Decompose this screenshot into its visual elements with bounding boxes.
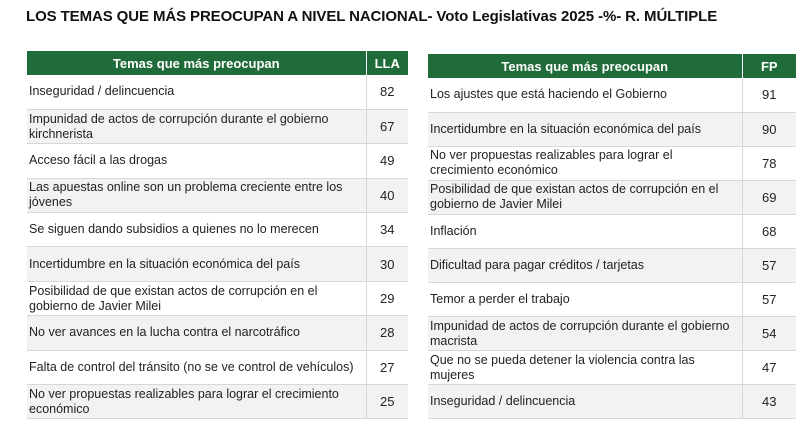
fp-row-value: 90 [742, 112, 796, 146]
fp-row-label: No ver propuestas realizables para lograr el crecimiento económico [428, 146, 742, 180]
lla-table-row [27, 144, 408, 178]
lla-row-label: Falta de control del tránsito (no se ve control de vehículos) [27, 350, 366, 384]
fp-header-topic: Temas que más preocupan [428, 54, 742, 78]
lla-row-label: No ver propuestas realizables para lograr el crecimiento económico [27, 385, 366, 419]
lla-table-row [27, 247, 408, 281]
fp-row-label: Inflación [428, 214, 742, 248]
lla-row-value: 34 [366, 213, 408, 247]
fp-row-value: 47 [742, 351, 796, 385]
fp-row-value: 69 [742, 180, 796, 214]
lla-row-label: Impunidad de actos de corrupción durante el gobierno kirchnerista [27, 109, 366, 143]
fp-row-label: Los ajustes que está haciendo el Gobierno [428, 78, 742, 112]
lla-row-label: Incertidumbre en la situación económica del país [27, 247, 366, 281]
lla-table-row [27, 213, 408, 247]
lla-row-value: 82 [366, 75, 408, 109]
fp-table-row [428, 146, 796, 180]
lla-table-row [27, 385, 408, 419]
fp-table-row [428, 351, 796, 385]
fp-row-label: Que no se pueda detener la violencia contra las mujeres [428, 351, 742, 385]
fp-row-value: 54 [742, 317, 796, 351]
fp-header-series: FP [742, 54, 796, 78]
lla-table-row [27, 75, 408, 109]
lla-header-series: LLA [366, 51, 408, 75]
fp-row-value: 68 [742, 214, 796, 248]
fp-row-value: 57 [742, 283, 796, 317]
fp-row-label: Inseguridad / delincuencia [428, 385, 742, 419]
lla-row-value: 49 [366, 144, 408, 178]
fp-row-value: 78 [742, 146, 796, 180]
lla-row-value: 28 [366, 316, 408, 350]
lla-row-label: Posibilidad de que existan actos de corrupción en el gobierno de Javier Milei [27, 281, 366, 315]
lla-table [27, 51, 408, 419]
fp-row-label: Posibilidad de que existan actos de corrupción en el gobierno de Javier Milei [428, 180, 742, 214]
fp-table-row [428, 180, 796, 214]
lla-header-topic: Temas que más preocupan [27, 51, 366, 75]
fp-row-label: Temor a perder el trabajo [428, 283, 742, 317]
fp-row-label: Incertidumbre en la situación económica del país [428, 112, 742, 146]
fp-table-row [428, 283, 796, 317]
lla-row-label: Acceso fácil a las drogas [27, 144, 366, 178]
fp-table-row [428, 248, 796, 282]
fp-row-label: Dificultad para pagar créditos / tarjetas [428, 248, 742, 282]
lla-table-row [27, 316, 408, 350]
lla-row-value: 29 [366, 281, 408, 315]
lla-table-row [27, 178, 408, 212]
fp-row-value: 57 [742, 248, 796, 282]
fp-table [428, 54, 796, 419]
lla-table-row [27, 281, 408, 315]
fp-table-row [428, 78, 796, 112]
chart-title: LOS TEMAS QUE MÁS PREOCUPAN A NIVEL NACIONAL- Voto Legislativas 2025 -%- R. MÚLTIPLE [26, 8, 718, 25]
fp-table-row [428, 317, 796, 351]
lla-row-label: Inseguridad / delincuencia [27, 75, 366, 109]
lla-row-value: 25 [366, 385, 408, 419]
fp-table-row [428, 112, 796, 146]
lla-row-value: 30 [366, 247, 408, 281]
fp-row-value: 91 [742, 78, 796, 112]
fp-table-row [428, 385, 796, 419]
fp-row-value: 43 [742, 385, 796, 419]
lla-row-value: 40 [366, 178, 408, 212]
lla-row-label: Las apuestas online son un problema creciente entre los jóvenes [27, 178, 366, 212]
lla-table-row [27, 109, 408, 143]
fp-table-row [428, 214, 796, 248]
lla-row-label: No ver avances en la lucha contra el narcotráfico [27, 316, 366, 350]
lla-table-row [27, 350, 408, 384]
lla-row-value: 27 [366, 350, 408, 384]
lla-row-value: 67 [366, 109, 408, 143]
fp-row-label: Impunidad de actos de corrupción durante el gobierno macrista [428, 317, 742, 351]
lla-row-label: Se siguen dando subsidios a quienes no lo merecen [27, 213, 366, 247]
